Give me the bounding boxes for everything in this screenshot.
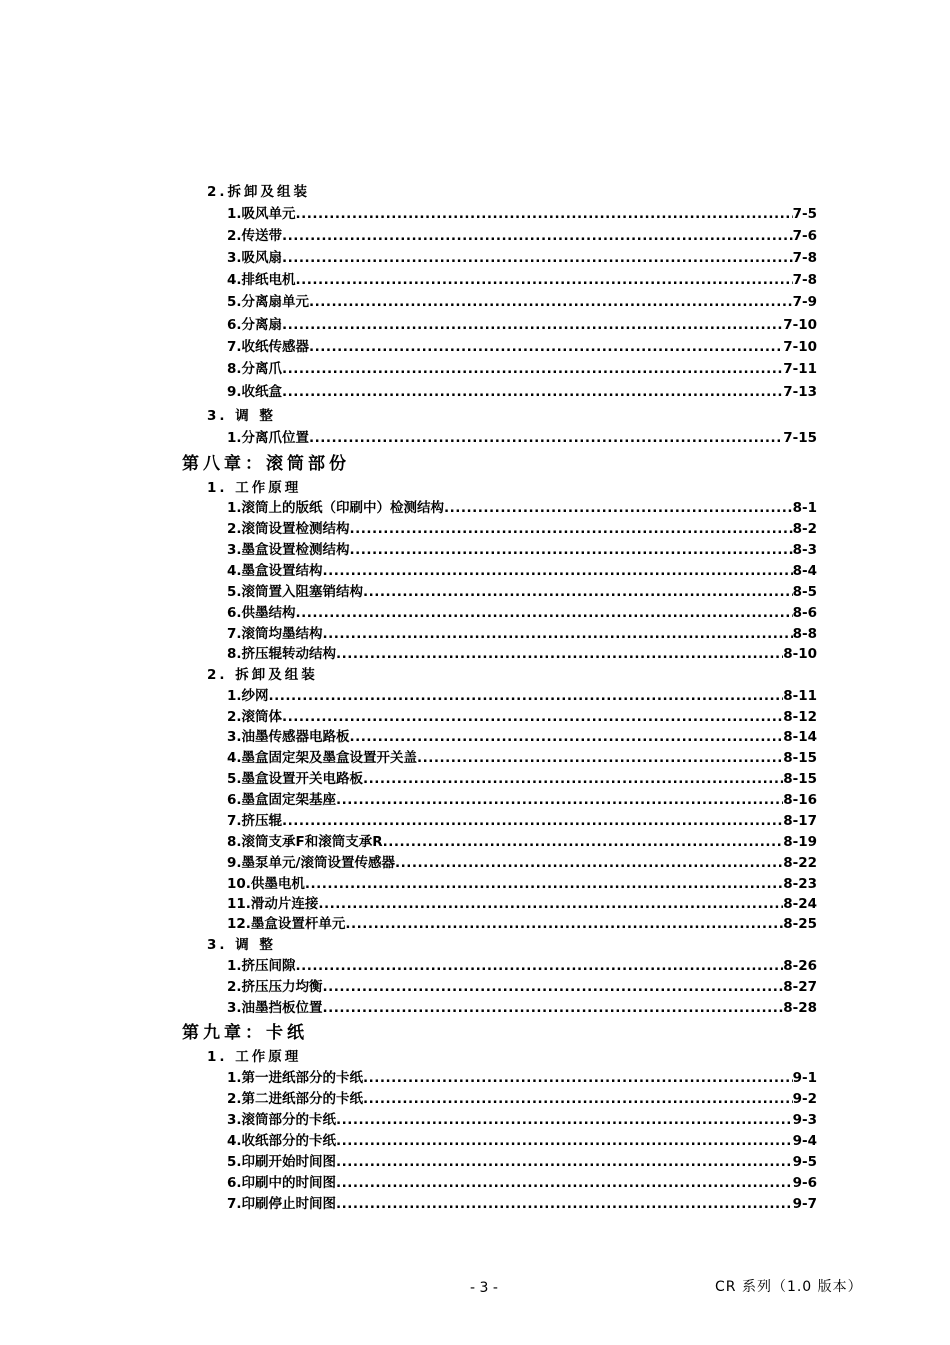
toc-entry <box>227 874 817 894</box>
toc-entry-page: 8-22 <box>783 855 817 871</box>
toc-entry-page: 7-9 <box>792 294 817 310</box>
dot-leader <box>336 1194 793 1214</box>
dot-leader <box>282 382 783 402</box>
toc-entry-title: 5.印刷开始时间图 <box>227 1154 337 1170</box>
toc-entry-page: 8-2 <box>792 521 817 537</box>
dot-leader <box>444 498 793 518</box>
toc-entry-title: 5.滚筒置入阻塞销结构 <box>227 584 364 600</box>
toc-entry <box>227 382 817 402</box>
dot-leader <box>282 707 783 727</box>
toc-entry-title: 9.收纸盒 <box>227 384 283 400</box>
toc-entry-title: 8.挤压辊转动结构 <box>227 646 337 662</box>
toc-entry-page: 7-15 <box>783 430 817 446</box>
toc-entry-title: 3.油墨挡板位置 <box>227 1000 323 1016</box>
dot-leader <box>323 977 784 997</box>
toc-entry <box>227 1089 817 1109</box>
dot-leader <box>282 811 783 831</box>
toc-entry <box>227 790 817 810</box>
toc-entry <box>227 686 817 706</box>
toc-entry <box>227 853 817 873</box>
toc-entry <box>227 270 817 290</box>
document-series-label: CR 系列（1.0 版本） <box>715 1279 863 1295</box>
toc-entry-page: 7-10 <box>783 339 817 355</box>
chapter-heading: 第八章：滚筒部份 <box>182 454 350 474</box>
dot-leader <box>336 1131 793 1151</box>
toc-entry <box>227 998 817 1018</box>
dot-leader <box>318 894 783 914</box>
toc-entry-page: 8-16 <box>783 792 817 808</box>
toc-entry-title: 9.墨泵单元/滚筒设置传感器 <box>227 855 395 871</box>
toc-entry-page: 8-15 <box>783 771 817 787</box>
section-heading: 3. 调 整 <box>207 937 276 953</box>
toc-entry <box>227 248 817 268</box>
toc-entry-title: 5.墨盒设置开关电路板 <box>227 771 364 787</box>
dot-leader <box>336 1110 793 1130</box>
dot-leader <box>296 270 793 290</box>
toc-entry-page: 7-13 <box>783 384 817 400</box>
toc-entry-page: 7-5 <box>792 206 817 222</box>
toc-entry-title: 1.分离爪位置 <box>227 430 310 446</box>
toc-entry <box>227 1194 817 1214</box>
toc-entry-page: 9-4 <box>792 1133 817 1149</box>
section-heading: 1. 工作原理 <box>207 1049 302 1065</box>
toc-entry-title: 3.油墨传感器电路板 <box>227 729 350 745</box>
toc-entry <box>227 226 817 246</box>
toc-entry-page: 8-6 <box>792 605 817 621</box>
toc-entry-title: 7.挤压辊 <box>227 813 283 829</box>
toc-entry <box>227 315 817 335</box>
toc-entry-page: 9-3 <box>792 1112 817 1128</box>
toc-entry-title: 5.分离扇单元 <box>227 294 310 310</box>
toc-entry-title: 7.印刷停止时间图 <box>227 1196 337 1212</box>
section-heading: 2. 拆卸及组装 <box>207 667 318 683</box>
toc-entry <box>227 1131 817 1151</box>
dot-leader <box>336 644 783 664</box>
toc-entry-title: 1.滚筒上的版纸（印刷中）检测结构 <box>227 500 445 516</box>
dot-leader <box>336 790 783 810</box>
dot-leader <box>383 832 784 852</box>
toc-entry-title: 3.滚筒部分的卡纸 <box>227 1112 337 1128</box>
toc-entry-title: 1.吸风单元 <box>227 206 296 222</box>
toc-entry-page: 8-5 <box>792 584 817 600</box>
toc-entry <box>227 832 817 852</box>
toc-entry-title: 2.滚筒体 <box>227 709 283 725</box>
dot-leader <box>296 956 784 976</box>
toc-entry-page: 8-17 <box>783 813 817 829</box>
toc-entry <box>227 624 817 644</box>
toc-entry-title: 2.第二进纸部分的卡纸 <box>227 1091 364 1107</box>
toc-entry-page: 8-4 <box>792 563 817 579</box>
toc-entry-page: 9-6 <box>792 1175 817 1191</box>
dot-leader <box>345 914 783 934</box>
toc-entry-title: 2.传送带 <box>227 228 283 244</box>
toc-entry-title: 7.收纸传感器 <box>227 339 310 355</box>
toc-entry-title: 12.墨盒设置杆单元 <box>227 916 346 932</box>
toc-entry <box>227 1152 817 1172</box>
toc-entry <box>227 707 817 727</box>
dot-leader <box>309 292 793 312</box>
toc-entry-title: 2.滚筒设置检测结构 <box>227 521 350 537</box>
toc-entry-title: 6.墨盒固定架基座 <box>227 792 337 808</box>
toc-entry-page: 8-27 <box>783 979 817 995</box>
toc-entry-page: 8-28 <box>783 1000 817 1016</box>
toc-entry-title: 4.排纸电机 <box>227 272 296 288</box>
dot-leader <box>350 519 793 539</box>
toc-entry-title: 1.第一进纸部分的卡纸 <box>227 1070 364 1086</box>
toc-entry-page: 9-1 <box>792 1070 817 1086</box>
dot-leader <box>309 337 783 357</box>
toc-entry-page: 9-7 <box>792 1196 817 1212</box>
toc-entry <box>227 292 817 312</box>
toc-entry-title: 7.滚筒均墨结构 <box>227 626 323 642</box>
toc-entry <box>227 359 817 379</box>
toc-entry <box>227 428 817 448</box>
dot-leader <box>282 226 793 246</box>
toc-entry-page: 8-14 <box>783 729 817 745</box>
dot-leader <box>363 1089 793 1109</box>
toc-entry-page: 8-24 <box>783 896 817 912</box>
toc-entry <box>227 519 817 539</box>
toc-entry-page: 7-10 <box>783 317 817 333</box>
dot-leader <box>296 603 793 623</box>
toc-entry-title: 3.墨盒设置检测结构 <box>227 542 350 558</box>
toc-entry-title: 3.吸风扇 <box>227 250 283 266</box>
toc-entry-title: 8.分离爪 <box>227 361 283 377</box>
toc-entry-title: 6.供墨结构 <box>227 605 296 621</box>
toc-entry-title: 6.印刷中的时间图 <box>227 1175 337 1191</box>
dot-leader <box>336 1152 793 1172</box>
toc-entry-title: 2.挤压压力均衡 <box>227 979 323 995</box>
toc-entry-page: 9-2 <box>792 1091 817 1107</box>
toc-entry-title: 10.供墨电机 <box>227 876 305 892</box>
toc-entry <box>227 1068 817 1088</box>
dot-leader <box>350 540 793 560</box>
toc-entry <box>227 914 817 934</box>
dot-leader <box>417 748 783 768</box>
dot-leader <box>269 686 784 706</box>
dot-leader <box>282 359 783 379</box>
toc-entry-page: 8-19 <box>783 834 817 850</box>
dot-leader <box>323 561 793 581</box>
toc-entry-page: 8-10 <box>783 646 817 662</box>
toc-entry-page: 8-3 <box>792 542 817 558</box>
toc-entry <box>227 561 817 581</box>
toc-entry-title: 4.收纸部分的卡纸 <box>227 1133 337 1149</box>
toc-entry-page: 9-5 <box>792 1154 817 1170</box>
toc-entry <box>227 540 817 560</box>
toc-entry <box>227 956 817 976</box>
dot-leader <box>309 428 783 448</box>
toc-entry-page: 8-8 <box>792 626 817 642</box>
toc-entry-title: 8.滚筒支承F和滚筒支承R <box>227 834 383 850</box>
toc-entry-page: 8-15 <box>783 750 817 766</box>
dot-leader <box>305 874 783 894</box>
toc-entry-page: 8-25 <box>783 916 817 932</box>
toc-entry <box>227 1110 817 1130</box>
toc-entry-title: 4.墨盒设置结构 <box>227 563 323 579</box>
dot-leader <box>363 582 793 602</box>
dot-leader <box>296 204 793 224</box>
toc-entry <box>227 498 817 518</box>
chapter-heading: 第九章：卡纸 <box>182 1023 308 1043</box>
dot-leader <box>282 248 793 268</box>
toc-entry <box>227 582 817 602</box>
toc-entry <box>227 894 817 914</box>
toc-entry <box>227 603 817 623</box>
dot-leader <box>363 769 783 789</box>
toc-entry-title: 4.墨盒固定架及墨盒设置开关盖 <box>227 750 418 766</box>
dot-leader <box>336 1173 793 1193</box>
toc-entry-page: 8-23 <box>783 876 817 892</box>
dot-leader <box>395 853 783 873</box>
toc-entry <box>227 811 817 831</box>
section-heading: 3. 调 整 <box>207 408 276 424</box>
toc-entry <box>227 337 817 357</box>
toc-entry <box>227 727 817 747</box>
toc-entry-title: 11.滑动片连接 <box>227 896 319 912</box>
page-number: - 3 - <box>470 1280 498 1296</box>
section-heading: 2.拆卸及组装 <box>207 184 311 200</box>
toc-entry-title: 1.挤压间隙 <box>227 958 296 974</box>
toc-entry-page: 8-12 <box>783 709 817 725</box>
dot-leader <box>350 727 784 747</box>
toc-entry-page: 7-8 <box>792 250 817 266</box>
toc-entry <box>227 204 817 224</box>
toc-entry <box>227 977 817 997</box>
toc-entry-page: 8-11 <box>783 688 817 704</box>
toc-entry-page: 7-11 <box>783 361 817 377</box>
toc-entry <box>227 769 817 789</box>
toc-entry-page: 8-26 <box>783 958 817 974</box>
toc-entry <box>227 1173 817 1193</box>
toc-entry <box>227 748 817 768</box>
toc-entry-page: 8-1 <box>792 500 817 516</box>
toc-entry-page: 7-6 <box>792 228 817 244</box>
toc-entry-page: 7-8 <box>792 272 817 288</box>
toc-entry-title: 1.纱网 <box>227 688 269 704</box>
dot-leader <box>282 315 783 335</box>
toc-entry-title: 6.分离扇 <box>227 317 283 333</box>
dot-leader <box>323 998 784 1018</box>
toc-entry <box>227 644 817 664</box>
dot-leader <box>323 624 793 644</box>
dot-leader <box>363 1068 793 1088</box>
section-heading: 1. 工作原理 <box>207 480 302 496</box>
